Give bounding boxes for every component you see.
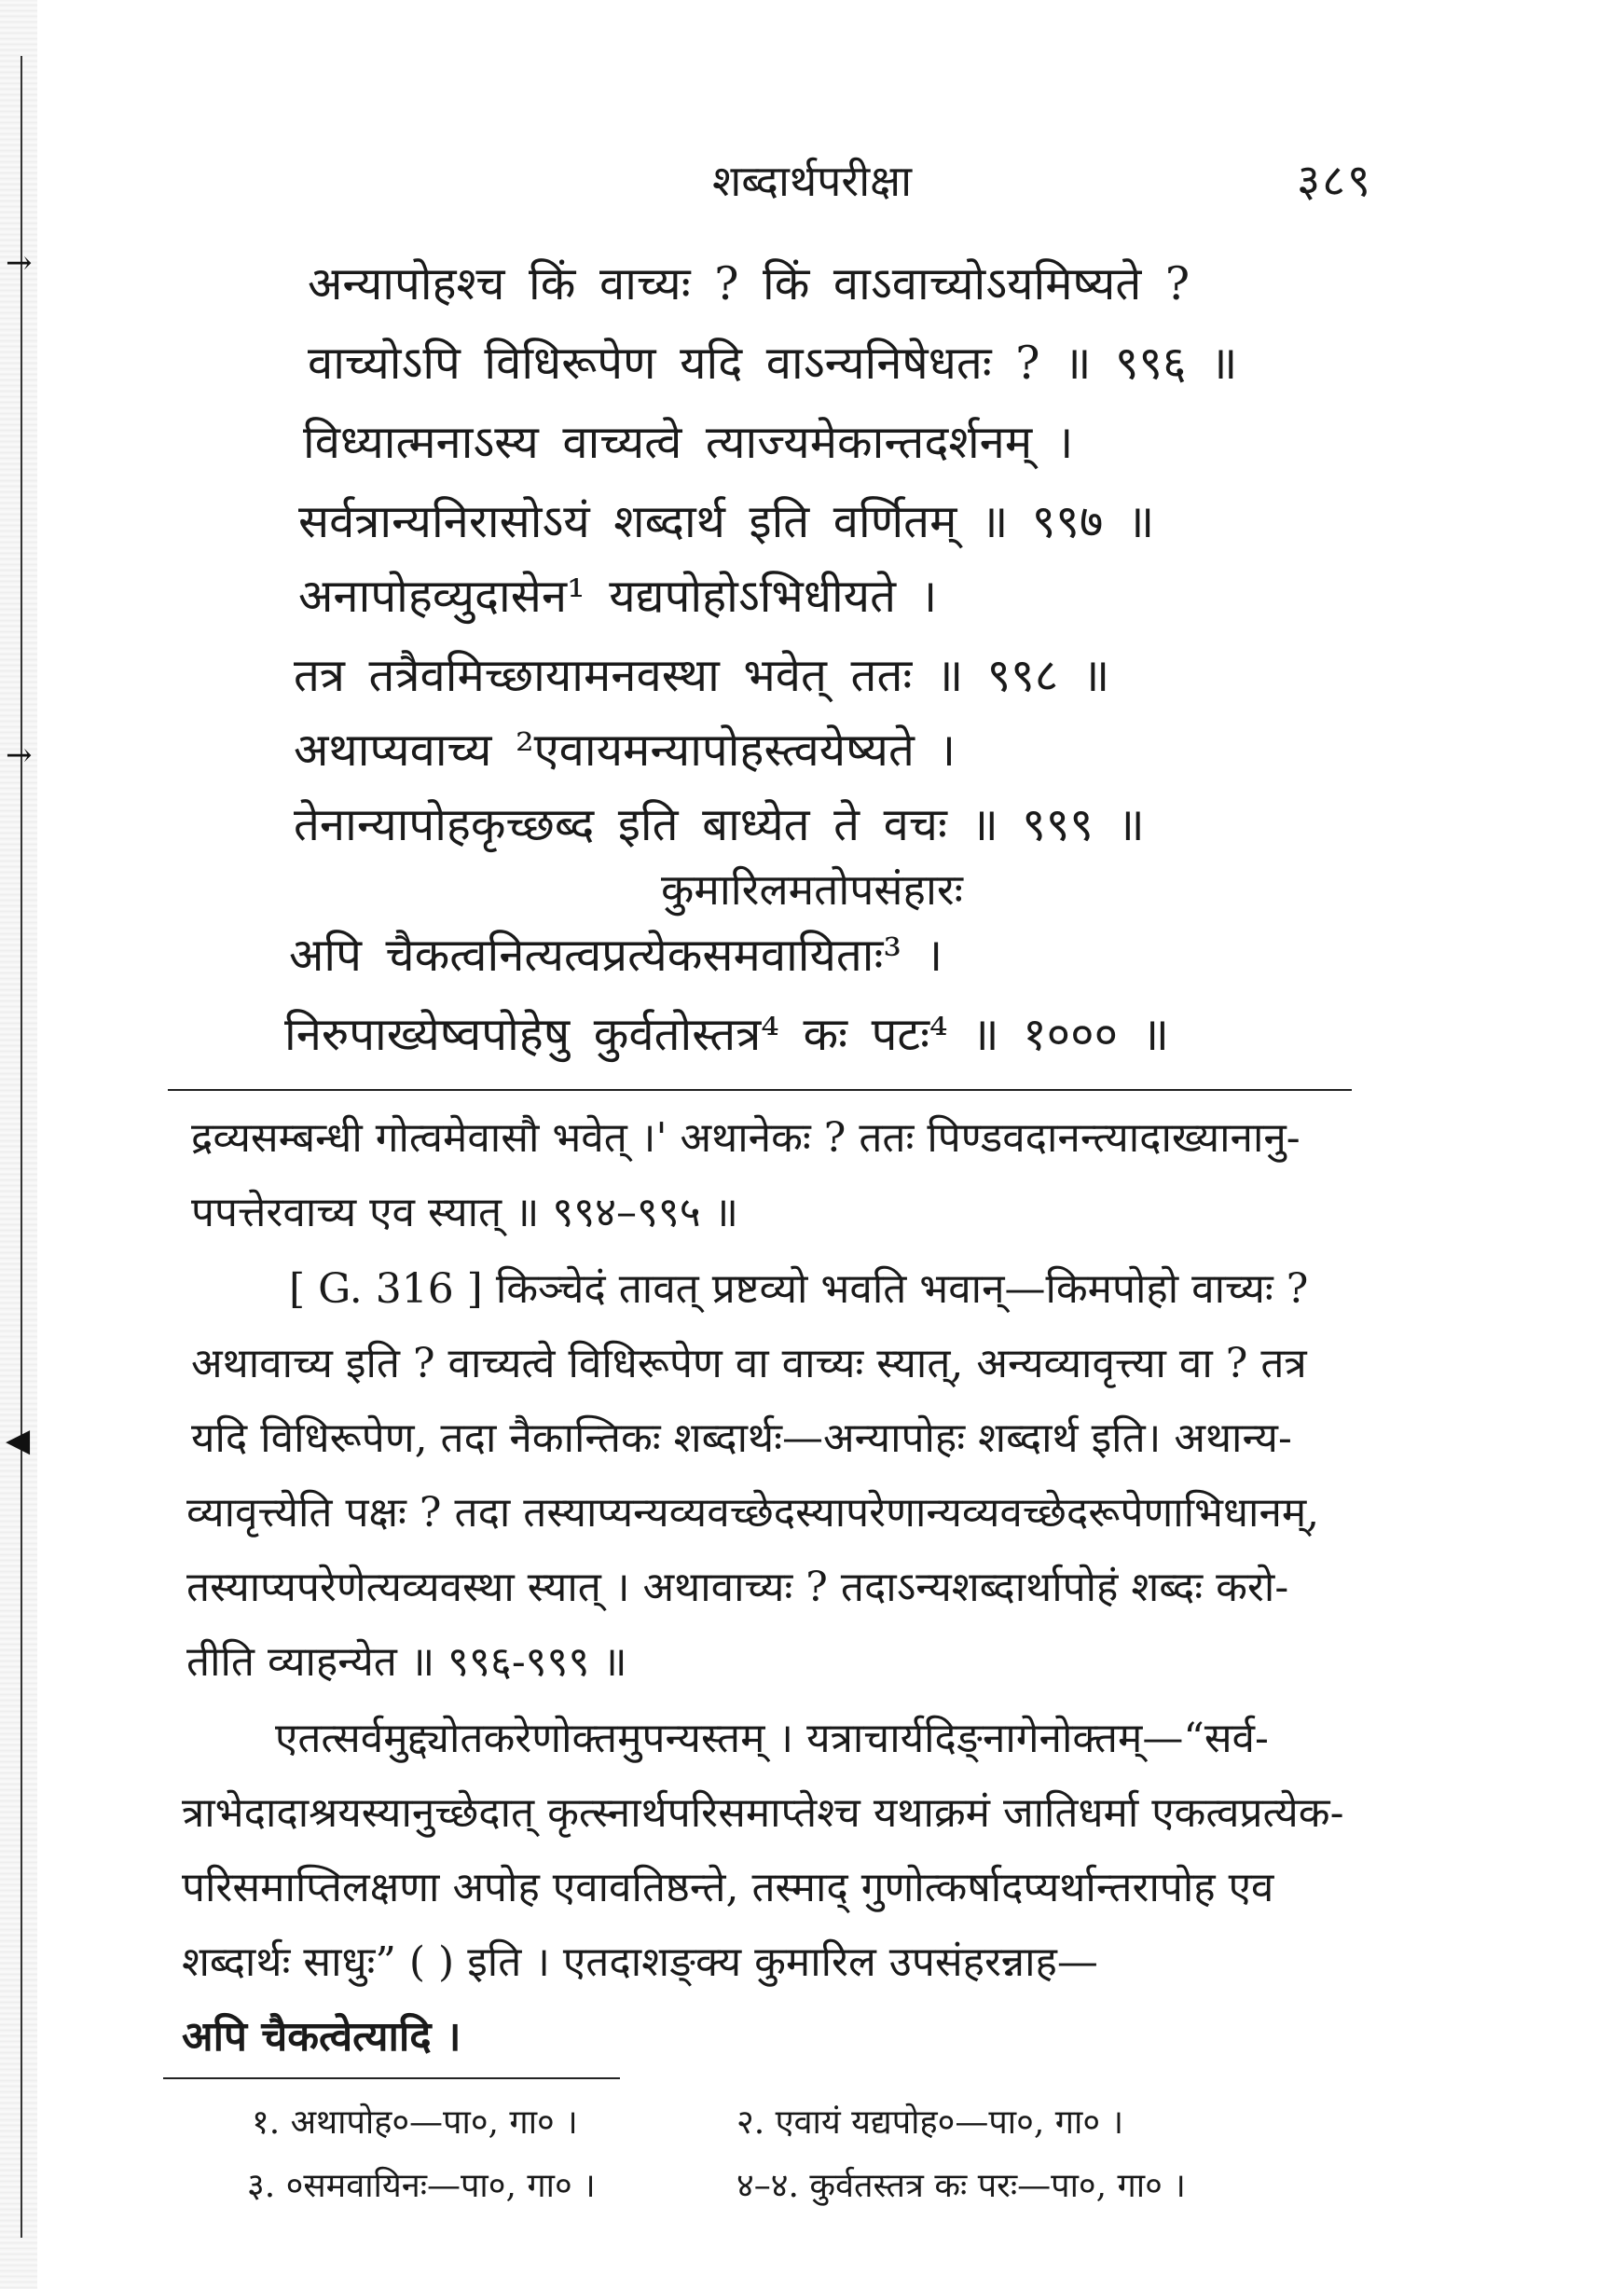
margin-mark-lower: ◀ [6, 1422, 31, 1459]
verse-line: विध्यात्मनाऽस्य वाच्यत्वे त्याज्यमेकान्तदर्शनम् । [303, 416, 1074, 469]
commentary-line: शब्दार्थः साधुः” ( ) इति । एतदाशङ्क्य कुमारिल उपसंहरन्नाह— [182, 1938, 1098, 1986]
footnote-2: २. एवायं यद्यपोह०—पा०, गा० । [736, 2103, 1124, 2142]
footnote-4: ४–४. कुर्वतस्तत्र कः परः—पा०, गा० । [736, 2167, 1186, 2205]
verse-line: तेनान्यापोहकृच्छब्द इति बाध्येत ते वचः ॥ ९९९ ॥ [294, 798, 1145, 851]
section-heading: कुमारिलमतोपसंहारः [661, 864, 963, 915]
verse-line: अपि चैकत्वनित्यत्वप्रत्येकसमवायिताः³ । [289, 929, 943, 982]
binding-edge-line [21, 56, 22, 2238]
margin-mark-top: → [6, 244, 33, 282]
margin-mark-middle: → [6, 737, 33, 774]
scan-edge-shadow [0, 0, 37, 2289]
verse-line: अनापोहव्युदासेन¹ यद्यपोहोऽभिधीयते । [298, 570, 938, 623]
commentary-line: एतत्सर्वमुद्द्योतकरेणोक्तमुपन्यस्तम् । यत्राचार्यदिङ्नागेनोक्तम्—“सर्व- [275, 1715, 1269, 1762]
commentary-line: [ G. 316 ] किञ्चेदं तावत् प्रष्टव्यो भवति भवान्—किमपोहो वाच्यः ? [289, 1265, 1309, 1313]
commentary-line: अपि चैकत्वेत्यादि । [182, 2013, 461, 2061]
verse-commentary-divider [168, 1089, 1352, 1091]
commentary-line: तीति व्याहन्येत ॥ ९९६-९९९ ॥ [186, 1638, 627, 1686]
footnote-3: ३. ०समवायिनः—पा०, गा० । [247, 2167, 596, 2205]
commentary-line: यदि विधिरूपेण, तदा नैकान्तिकः शब्दार्थः—अन्यापोहः शब्दार्थ इति। अथान्य- [191, 1414, 1292, 1462]
verse-line: सर्वत्रान्यनिरासोऽयं शब्दार्थ इति वर्णितम् ॥ ९९७ ॥ [298, 495, 1155, 548]
commentary-line: पपत्तेरवाच्य एव स्यात् ॥ ९९४–९९५ ॥ [191, 1189, 739, 1236]
verse-line: तत्र तत्रैवमिच्छायामनवस्था भवेत् ततः ॥ ९९८ ॥ [294, 649, 1110, 702]
commentary-line: द्रव्यसम्बन्धी गोत्वमेवासौ भवेत् ।' अथानेकः ? ततः पिण्डवदानन्त्यादाख्यानानु- [191, 1114, 1301, 1162]
verse-line: अथाप्यवाच्य ²एवायमन्यापोहस्त्वयेष्यते । [294, 724, 957, 777]
commentary-line: व्यावृत्त्येति पक्षः ? तदा तस्याप्यन्यव्यवच्छेदस्यापरेणान्यव्यवच्छेदरूपेणाभिधानम्, [186, 1489, 1320, 1537]
running-header-title: शब्दार्थपरीक्षा [711, 156, 913, 206]
page-number: ३८९ [1297, 155, 1372, 207]
footnote-divider [163, 2077, 620, 2079]
verse-line: वाच्योऽपि विधिरूपेण यदि वाऽन्यनिषेधतः ? ॥ ९९६ ॥ [308, 337, 1238, 390]
verse-line: निरुपाख्येष्वपोहेषु कुर्वतोस्तत्र⁴ कः पटः⁴ ॥ १००० ॥ [284, 1008, 1170, 1061]
footnote-1: १. अथापोह०—पा०, गा० । [252, 2103, 578, 2142]
commentary-line: त्राभेदादाश्रयस्यानुच्छेदात् कृत्स्नार्थपरिसमाप्तेश्च यथाक्रमं जातिधर्मा एकत्वप्रत्येक- [182, 1789, 1344, 1837]
verse-line: अन्यापोहश्च किं वाच्यः ? किं वाऽवाच्योऽयमिष्यते ? [308, 257, 1190, 310]
commentary-line: अथावाच्य इति ? वाच्यत्वे विधिरूपेण वा वाच्यः स्यात्, अन्यव्यावृत्त्या वा ? तत्र [191, 1340, 1307, 1387]
commentary-line: तस्याप्यपरेणेत्यव्यवस्था स्यात् । अथावाच्यः ? तदाऽन्यशब्दार्थापोहं शब्दः करो- [186, 1564, 1289, 1611]
commentary-line: परिसमाप्तिलक्षणा अपोह एवावतिष्ठन्ते, तस्माद् गुणोत्कर्षादप्यर्थान्तरापोह एव [182, 1864, 1274, 1911]
